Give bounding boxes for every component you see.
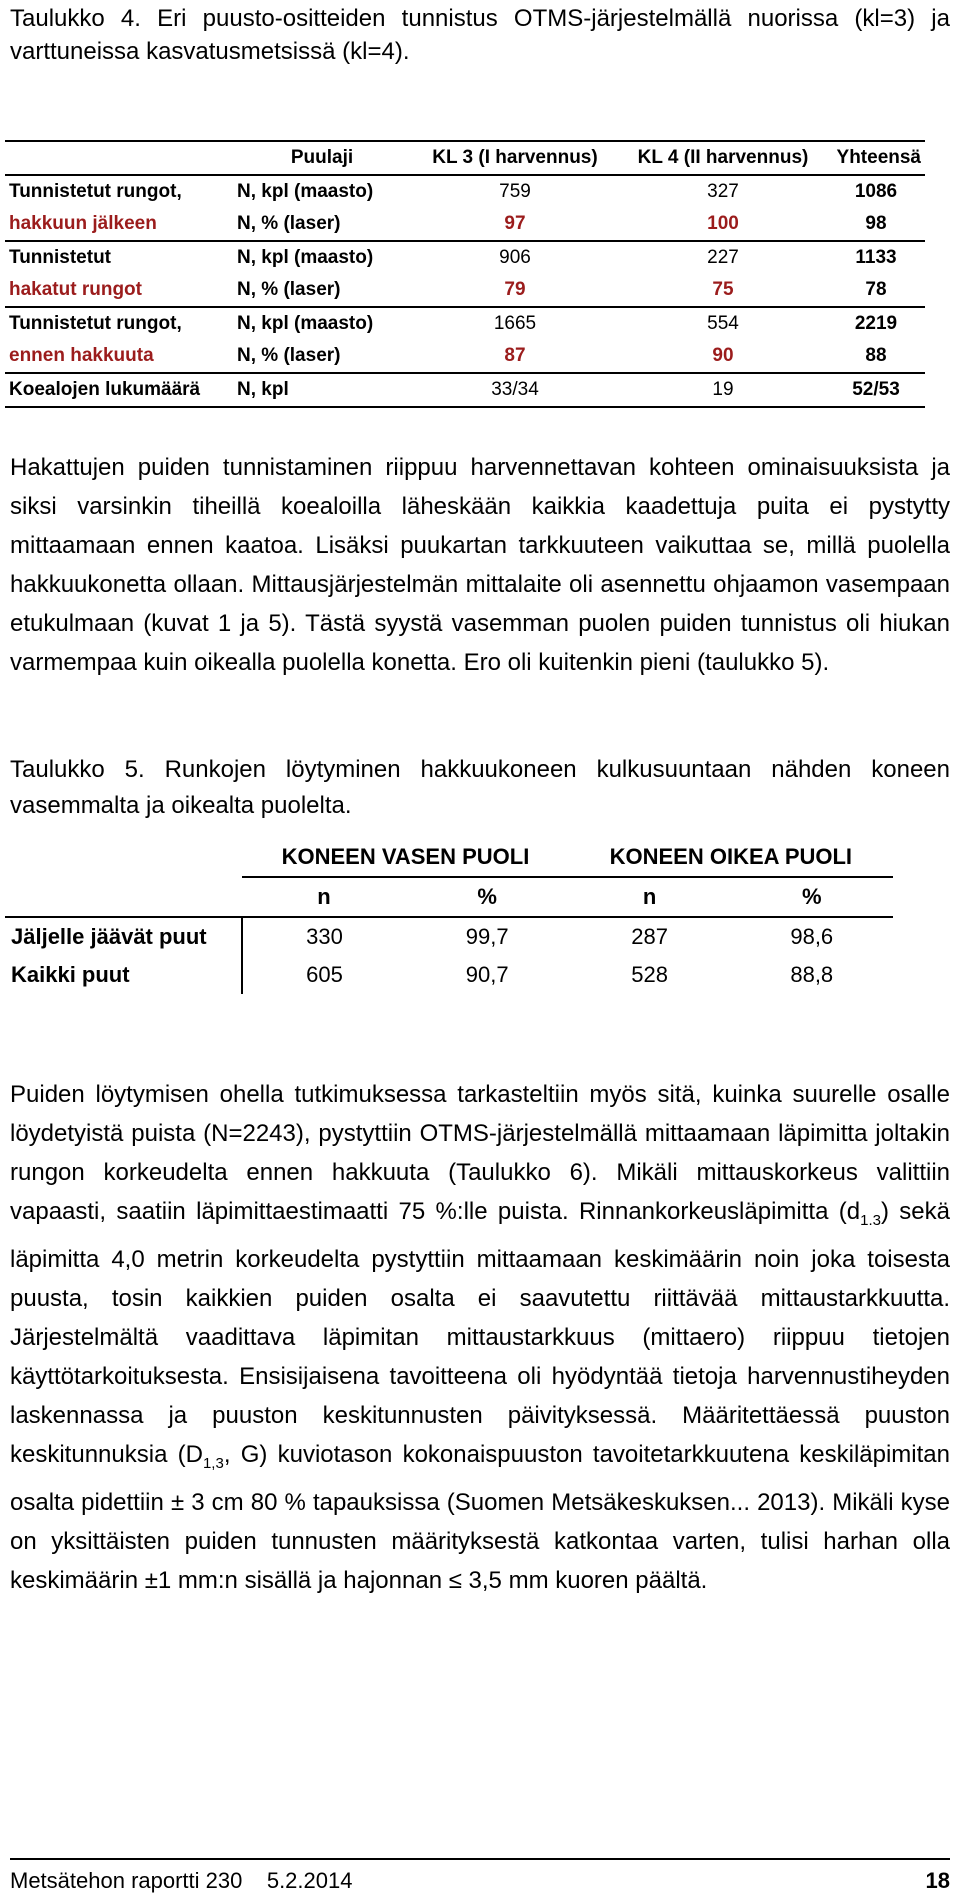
metric-label: N, kpl (maasto) — [237, 181, 374, 202]
table5-header-left-side: KONEEN VASEN PUOLI — [242, 838, 568, 877]
table-row — [5, 175, 925, 208]
cell-value: 605 — [306, 962, 343, 987]
table-row — [5, 274, 925, 307]
kl4-value: 327 — [707, 181, 739, 202]
table5-sub-header-row — [5, 877, 893, 917]
text-segment: Puiden löytymisen ohella tutkimuksessa tarkasteltiin myös sitä, kuinka suurelle osalle löydetyistä puista (N=2243), pystyttiin OTMS-järjestelmällä mittaamaan läpimitta joltakin rungon korkeudelta ennen hakkuuta (Taulukko 6). Mikäli mittauskorkeus valittiin vapaasti, saatiin läpimittaestimaatti 75 %:lle puista. Rinnankorkeusläpimitta (d — [10, 1081, 950, 1225]
kl3-value: 759 — [499, 181, 531, 202]
table4-header-kl4: KL 4 (II harvennus) — [637, 147, 809, 168]
table5-group-header-row — [5, 838, 893, 877]
table4-caption: Taulukko 4. Eri puusto-ositteiden tunnistus OTMS-järjestelmällä nuorissa (kl=3) ja varttuneissa kasvatusmetsissä (kl=4). — [10, 5, 950, 65]
total-value: 1133 — [855, 247, 897, 268]
group-label: Tunnistetut — [9, 247, 112, 268]
kl4-value: 19 — [712, 379, 734, 400]
page-footer — [0, 1858, 960, 1900]
table4-header-total: Yhteensä — [836, 147, 921, 168]
kl3-value: 79 — [504, 279, 526, 300]
table5-caption: Taulukko 5. Runkojen löytyminen hakkuukoneen kulkusuuntaan nähden koneen vasemmalta ja oikealta puolelta. — [10, 756, 950, 819]
total-value: 88 — [865, 345, 887, 366]
total-value: 98 — [865, 213, 887, 234]
body-paragraph — [10, 1075, 950, 1600]
cell-value: 90,7 — [465, 962, 509, 987]
publication-name: Metsätehon raportti 230 — [10, 1868, 243, 1893]
table4-header-species: Puulaji — [290, 147, 354, 168]
group-label: Koealojen lukumäärä — [9, 379, 201, 400]
kl4-value: 100 — [707, 213, 739, 234]
table5-corner — [5, 838, 242, 877]
table-row — [5, 340, 925, 373]
total-value: 2219 — [854, 313, 898, 334]
cell-value: 88,8 — [790, 962, 834, 987]
table4-header-kl3: KL 3 (I harvennus) — [432, 147, 598, 168]
total-value: 52/53 — [852, 379, 900, 400]
table5-subheader-percent: % — [477, 884, 497, 909]
row-label: Kaikki puut — [5, 956, 242, 994]
table-row — [5, 208, 925, 241]
table5-subheader-n: n — [317, 884, 331, 909]
table5-header-right-side: KONEEN OIKEA PUOLI — [569, 838, 893, 877]
kl3-value: 97 — [504, 213, 526, 234]
kl3-value: 1665 — [493, 313, 537, 334]
total-value: 1086 — [854, 181, 898, 202]
total-value: 78 — [865, 279, 887, 300]
table-row — [5, 241, 925, 274]
kl4-value: 227 — [707, 247, 739, 268]
footer-publication — [10, 1868, 352, 1894]
text-segment: , G) kuviotason kokonaispuuston tavoitetarkkuutena keskiläpimitan osalta pidettiin ± 3 cm 80 % tapauksissa (Suomen Metsäkeskuksen... 2013). Mikäli kyse on yksittäisten puiden tunnusten määrityksestä katkontaa varten, tulisi harhan olla keskimäärin ±1 mm:n sisällä ja hajonnan ≤ 3,5 mm kuoren päältä. — [10, 1440, 950, 1594]
cell-value: 287 — [569, 917, 731, 956]
cell-value: 330 — [242, 917, 405, 956]
cell-value: 528 — [631, 962, 668, 987]
metric-label: N, % (laser) — [237, 279, 341, 300]
group-label: ennen hakkuuta — [9, 345, 154, 366]
footer-divider — [10, 1858, 950, 1860]
page-number: 18 — [925, 1868, 950, 1893]
table5-subheader-n: n — [642, 884, 657, 909]
publication-date: 5.2.2014 — [266, 1868, 353, 1893]
kl3-value: 87 — [504, 345, 526, 366]
subscript: 1,3 — [202, 1454, 224, 1472]
metric-label: N, % (laser) — [237, 213, 341, 234]
group-label: Tunnistetut rungot, — [9, 313, 182, 334]
metric-label: N, kpl (maasto) — [237, 247, 374, 268]
table-row — [5, 917, 893, 956]
table-row — [5, 307, 925, 340]
kl3-value: 33/34 — [491, 379, 539, 400]
table4-header-blank — [5, 141, 233, 175]
group-label: hakatut rungot — [9, 279, 142, 300]
row-label: Jäljelle jäävät puut — [5, 917, 242, 956]
table-row — [5, 956, 893, 994]
table4-header-row — [5, 141, 925, 175]
metric-label: N, kpl (maasto) — [237, 313, 374, 334]
kl4-value: 75 — [712, 279, 734, 300]
table4 — [5, 140, 925, 408]
subscript: 1.3 — [860, 1211, 881, 1229]
metric-label: N, % (laser) — [237, 345, 341, 366]
kl4-value: 90 — [712, 345, 734, 366]
table5 — [5, 838, 893, 994]
group-label: hakkuun jälkeen — [9, 213, 157, 234]
cell-value: 98,6 — [731, 917, 893, 956]
table5-subheader-percent: % — [801, 884, 822, 909]
text-segment: ) sekä läpimitta 4,0 metrin korkeudelta pystyttiin mittaamaan keskimäärin noin joka toisesta puusta, tosin kaikkien puiden osalta ei saavutettu riittävää mittaustarkkuutta. Järjestelmältä vaadittava läpimitan mittaustarkkuus (mittaero) riippuu tietojen käyttötarkoituksesta. Ensisijaisena tavoitteena oli hyödyntää tietoja harvennustiheyden laskennassa ja puuston keskitunnusten päivityksessä. Määritettäessä puuston keskitunnuksia (D — [10, 1198, 950, 1468]
kl4-value: 554 — [707, 313, 739, 334]
group-label: Tunnistetut rungot, — [9, 181, 182, 202]
table5-corner — [5, 877, 242, 917]
table-row — [5, 373, 925, 407]
body-paragraph: Hakattujen puiden tunnistaminen riippuu harvennettavan kohteen ominaisuuksista ja siksi varsinkin tiheillä koealoilla läheskään kaikkia kaadettuja puita ei pystytty mittaamaan ennen kaatoa. Lisäksi puukartan tarkkuuteen vaikuttaa se, millä puolella hakkuukonetta ollaan. Mittausjärjestelmän mittalaite oli asennettu ohjaamon vasempaan etukulmaan (kuvat 1 ja 5). Tästä syystä vasemman puolen puiden tunnistus oli hiukan varmempaa kuin oikealla puolella konetta. Ero oli kuitenkin pieni (taulukko 5). — [10, 454, 950, 676]
metric-label: N, kpl — [237, 379, 289, 400]
cell-value: 99,7 — [406, 917, 569, 956]
kl3-value: 906 — [499, 247, 531, 268]
